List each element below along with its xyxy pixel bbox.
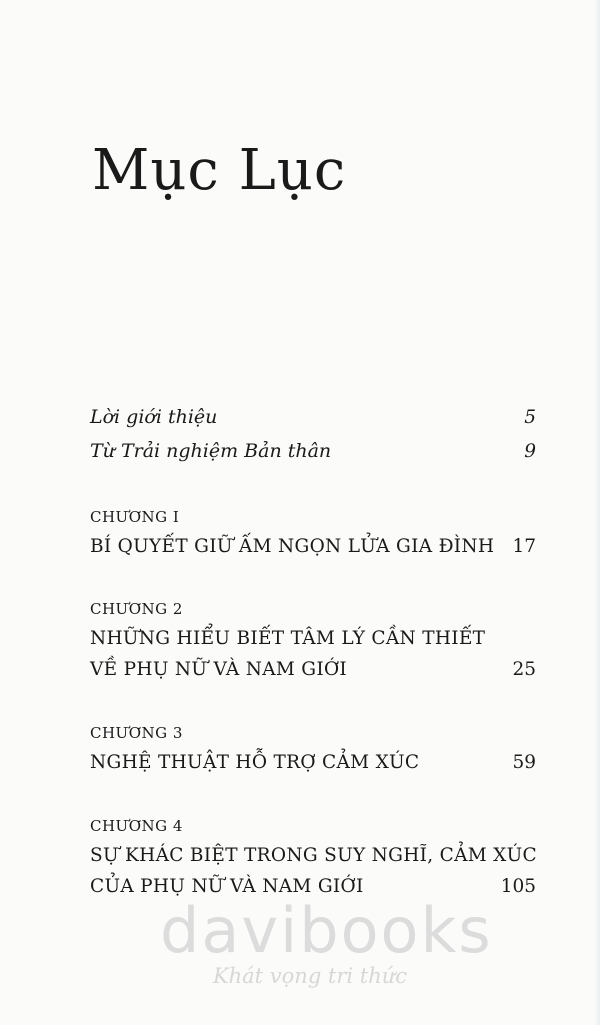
watermark [160,894,493,988]
chapter-1-label: CHƯƠNG I [90,508,180,526]
chapter-4-label: CHƯƠNG 4 [90,817,183,835]
chapter-title-line: BÍ QUYẾT GIỮ ẤM NGỌN LỬA GIA ĐÌNH [90,536,495,557]
page-title: Mục Lục [92,138,347,203]
chapter-title-line: SỰ KHÁC BIỆT TRONG SUY NGHĨ, CẢM XÚC [90,845,537,866]
watermark-brand: davibooks [160,894,493,967]
chapter-title-line: NHỮNG HIỂU BIẾT TÂM LÝ CẦN THIẾT [90,628,486,649]
chapter-2-label: CHƯƠNG 2 [90,600,183,618]
chapter-title-line: VỀ PHỤ NỮ VÀ NAM GIỚI [90,659,348,680]
chapter-page: 105 [500,876,536,897]
chapter-page: 17 [512,536,536,557]
chapter-page: 25 [512,659,536,680]
chapter-3-label: CHƯƠNG 3 [90,724,183,742]
chapter-2-entry [90,659,536,680]
toc-entry-page: 5 [524,407,536,428]
chapter-title-line: NGHỆ THUẬT HỖ TRỢ CẢM XÚC [90,752,420,773]
toc-entry-label: Từ Trải nghiệm Bản thân [90,440,332,462]
chapter-1-entry [90,536,536,557]
page-edge-shadow [594,0,600,1025]
watermark-tagline: Khát vọng tri thức [212,964,408,988]
chapter-title-line: CỦA PHỤ NỮ VÀ NAM GIỚI [90,876,364,897]
toc-entry-page: 9 [524,441,536,462]
toc-entry-intro [90,406,536,428]
toc-entry-experience [90,440,536,462]
chapter-page: 59 [512,752,536,773]
toc-entry-label: Lời giới thiệu [90,406,218,428]
chapter-3-entry [90,752,536,773]
